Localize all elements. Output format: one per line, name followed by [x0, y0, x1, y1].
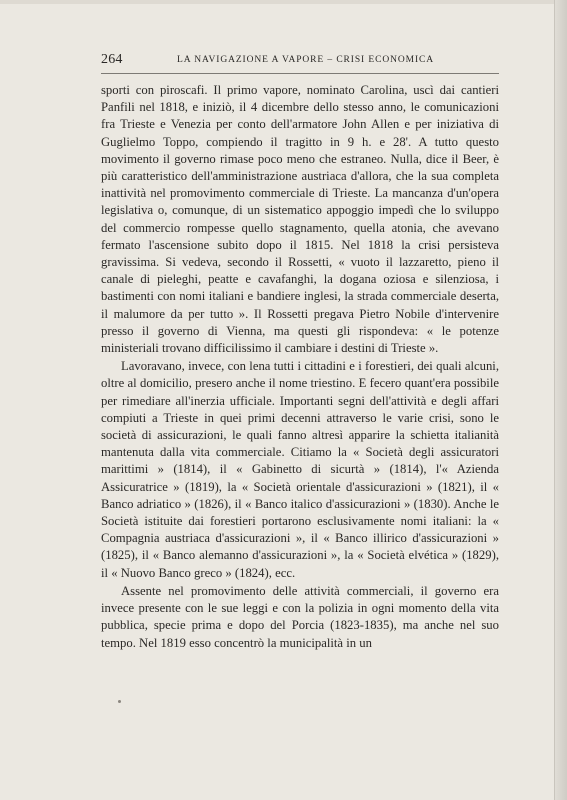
paragraph: Assente nel promovimento delle attività commerciali, il governo era invece presente con le sue leggi e con la polizia in ogni momento della vita pubblica, specie prima e dopo del Porcia (1823-1835), ma anche nel suo tempo. Nel 1819 esso concentrò la municipalità in un [101, 583, 499, 650]
page-number: 264 [101, 52, 123, 67]
ink-speck [118, 700, 121, 703]
running-head: LA NAVIGAZIONE A VAPORE – CRISI ECONOMICA [177, 55, 435, 65]
header-rule [101, 73, 499, 74]
page-header [101, 52, 499, 70]
paragraph: Lavoravano, invece, con lena tutti i cittadini e i forestieri, dei quali alcuni, oltre al domicilio, presero anche il nome triestino. E fecero quant'era possibile per rimediare all'inerzia ufficiale. Importanti segni dell'attività e degli affari compiuti a Trieste in quei primi decenni attraverso le varie crisi, sono le società di assicurazioni, le quali fanno altresì apparire la schietta italianità mantenuta dalla vita commerciale. Citiamo la « Società degli assicuratori marittimi » (1814), il « Gabinetto di sicurtà » (1814), l'« Azienda Assicuratrice » (1819), la « Società orientale d'assicurazioni » (1821), il « Banco adriatico » (1826), il « Banco italico d'assicurazioni » (1830). Anche le Società istituite dai forestieri portarono esclusivamente nomi italiani: la « Compagnia austriaca d'assicurazioni », il « Banco illirico d'assicurazioni » (1825), il « Banco alemanno d'assicurazioni », la « Società elvética » (1829), il « Nuovo Banco greco » (1824), ecc. [101, 359, 499, 580]
body-text [101, 82, 499, 652]
paragraph: sporti con piroscafi. Il primo vapore, nominato Carolina, uscì dai cantieri Panfili nel 1818, e iniziò, il 4 dicembre dello stesso anno, le comunicazioni fra Trieste e Venezia per conto dell'armatore John Allen e per iniziativa di Guglielmo Toppo, compiendo il tragitto in 9 h. e 28'. A tutto questo movimento il governo rimase poco meno che estraneo. Nulla, dice il Beer, è più caratteristico dell'amministrazione austriaca d'allora, che la sua completa inattività nel promovimento commerciale di Trieste. La mancanza d'un'opera legislativa o, comunque, di un sistematico appoggio impedì che lo sviluppo del commercio rompesse quello stagnamento, quella atonia, che avevano fermato l'ascensione subito dopo il 1815. Nel 1818 la crisi persisteva gravissima. Si vedeva, secondo il Rossetti, « vuoto il lazzaretto, pieno il canale di pieleghi, peatte e cavafanghi, la dogana oziosa e silenziosa, i bastimenti con nomi italiani e bandiere inglesi, la strada commerciale deserta, il malumore da per tutto ». Il Rossetti pregava Pietro Nobile d'intervenire presso il governo di Vienna, ma questi gli rispondeva: « le potenze ministeriali trovano difficilissimo il cambiare i destini di Trieste ». [101, 83, 499, 356]
page-top-edge [0, 0, 567, 4]
page-binding-edge [554, 0, 567, 800]
